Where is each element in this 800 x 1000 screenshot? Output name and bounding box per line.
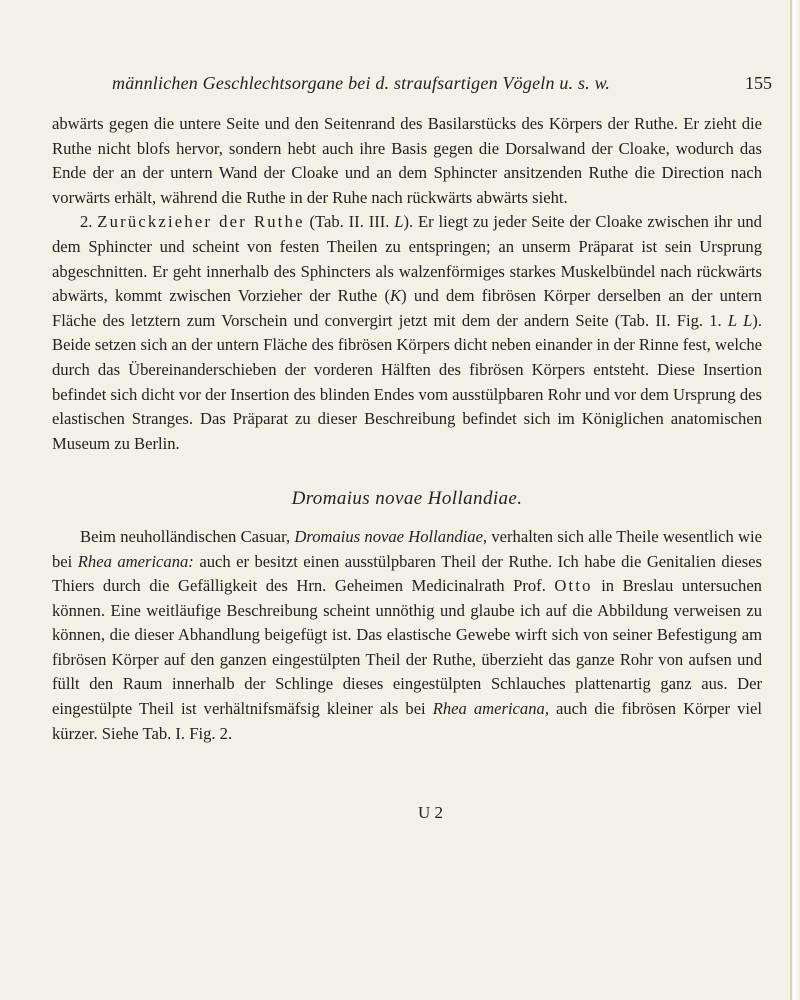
paragraph-3-text-a: Beim neuholländischen Casuar, <box>80 526 291 546</box>
table-reference: (Tab. II. III. <box>309 212 390 232</box>
figure-label-ll: L L <box>727 310 753 330</box>
paragraph-1: abwärts gegen die untere Seite und den Seitenrand des Basilarstücks des Körpers der Ruthe. Er zieht die Ruthe nicht blofs hervor, sondern hebt auch ihre Basis gegen die Dorsalwand der Cloake, wodurch das Ende der an der untern Wand der Cloake und an dem Sphincter ansitzenden Ruthe die Direction nach vorwärts erhält, während die Ruthe in der Ruhe nach rückwärts abwärts sieht. <box>52 114 762 207</box>
muscle-name: Zurückzieher der Ruthe <box>97 212 305 232</box>
species-name: Rhea americana: <box>77 551 194 571</box>
species-name: Rhea americana, <box>432 699 549 719</box>
paragraph-3 <box>52 525 762 746</box>
section-heading: Dromaius novae Hollandiae. <box>291 488 523 510</box>
paragraph-3-text-c: auch er besitzt einen ausstülpbaren Theil der Ruthe. Ich habe die Genitalien dieses Thiers durch die Gefälligkeit des Hrn. Geheimen Medicinalrath Prof. <box>52 551 762 596</box>
figure-label-k: K <box>390 286 402 306</box>
paragraph-3-text-d: in Breslau untersuchen können. Eine weitläufige Beschreibung scheint unnöthig und glaube ich auf die Abbildung verweisen zu können, die dieser Abhandlung beigefügt ist. Das elastische Gewebe wirft sich von seiner Befestigung am fibrösen Körper auf den ganzen eingestülpten Theil der Ruthe, überzieht das ganze Rohr von aufsen und füllt den Raum innerhalb der Schlinge dieses eingestülpten Schlauches plattenartig ganz aus. Der eingestülpte Theil ist verhältnifsmäfsig kleiner als bei <box>52 576 762 719</box>
figure-label-l: L <box>394 212 404 232</box>
body-text <box>52 112 762 746</box>
person-name: Otto <box>554 576 593 596</box>
signature-mark: U 2 <box>418 803 444 822</box>
page-number: 155 <box>745 73 772 93</box>
paragraph-3-text-b: verhalten sich alle Theile wesentlich wie bei <box>52 526 762 571</box>
paragraph-2-text-c: ). Beide setzen sich an der untern Fläche des fibrösen Körpers dicht neben einander in der Rinne fest, welche durch das Übereinanderschieben der vorderen Hälften des fibrösen Körpers entsteht. Diese Insertion befindet sich dicht vor der Insertion des blinden Endes vom ausstülpbaren Rohr und vor dem Ursprung des elastischen Stranges. Das Präparat zu dieser Beschreibung befindet sich im Königlichen anatomischen Museum zu Berlin. <box>52 310 762 453</box>
paragraph-3-text-e: auch die fibrösen Körper viel kürzer. Siehe Tab. I. Fig. 2. <box>52 699 762 743</box>
paragraph-2 <box>52 210 762 456</box>
paragraph-2-text-a: ). Er liegt zu jeder Seite der Cloake zwischen ihr und dem Sphincter und scheint von festen Theilen zu entspringen; an unserm Präparat ist sein Ursprung abgeschnitten. Er geht innerhalb des Sphincters als walzenförmiges starkes Muskelbündel nach rückwärts abwärts, kommt zwischen Vorzieher der Ruthe ( <box>52 212 762 306</box>
page-edge-line <box>790 0 792 1000</box>
running-title: männlichen Geschlechtsorgane bei d. straufsartigen Vögeln u. s. w. <box>112 73 611 93</box>
item-number: 2. <box>80 212 93 232</box>
paragraph-2-text-b: ) und dem fibrösen Körper derselben an der untern Fläche des letztern zum Vorschein und convergirt jetzt mit dem der andern Seite (Tab. II. Fig. 1. <box>52 286 762 330</box>
species-name: Dromaius novae Hollandiae, <box>294 526 488 546</box>
